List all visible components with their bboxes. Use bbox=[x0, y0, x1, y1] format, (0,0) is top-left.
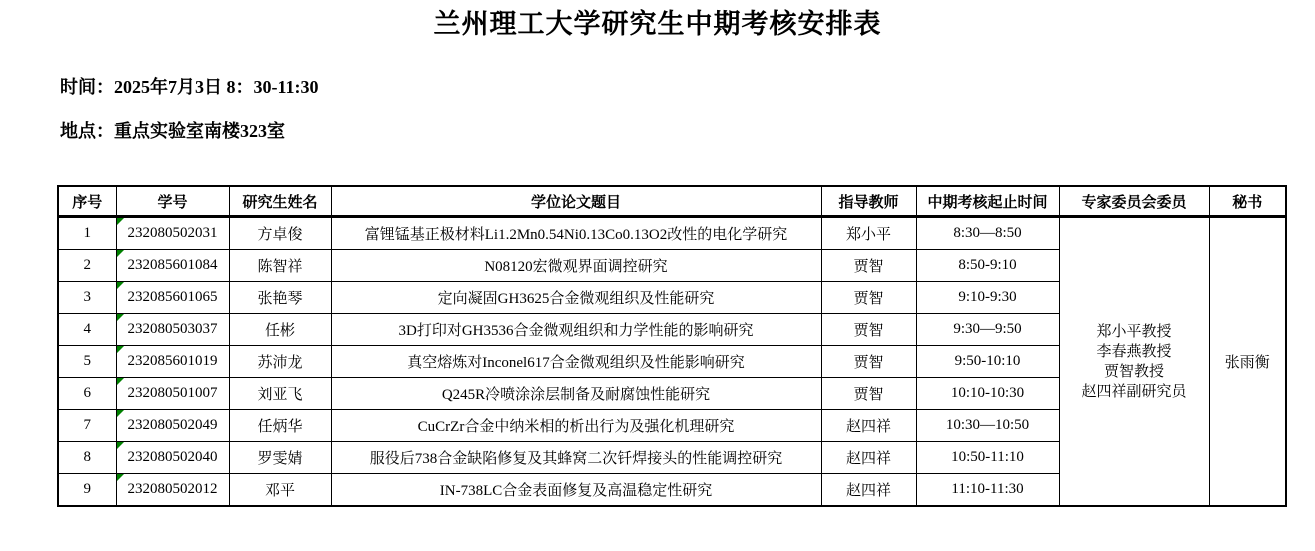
thesis-title-cell: Q245R冷喷涂涂层制备及耐腐蚀性能研究 bbox=[331, 378, 821, 410]
advisor-cell: 贾智 bbox=[821, 314, 916, 346]
student-id-value: 232080502012 bbox=[127, 481, 218, 497]
location-line: 地点：重点实验室南楼323室 bbox=[60, 121, 285, 141]
number-stored-as-text-flag-icon bbox=[117, 282, 124, 289]
committee-member: 郑小平教授 bbox=[1096, 323, 1172, 340]
student-id-value: 232080503037 bbox=[127, 321, 218, 337]
header-student-id: 学号 bbox=[116, 186, 229, 217]
student-id-value: 232085601019 bbox=[127, 353, 218, 369]
student-id-cell bbox=[116, 378, 229, 410]
thesis-title-cell: IN-738LC合金表面修复及高温稳定性研究 bbox=[331, 474, 821, 507]
thesis-title-cell: 定向凝固GH3625合金微观组织及性能研究 bbox=[331, 282, 821, 314]
thesis-title-cell: 3D打印对GH3536合金微观组织和力学性能的影响研究 bbox=[331, 314, 821, 346]
assessment-time-cell: 9:10-9:30 bbox=[916, 282, 1059, 314]
advisor-cell: 赵四祥 bbox=[821, 442, 916, 474]
number-stored-as-text-flag-icon bbox=[117, 410, 124, 417]
thesis-title-cell: 服役后738合金缺陷修复及其蜂窝二次钎焊接头的性能调控研究 bbox=[331, 442, 821, 474]
assessment-time-cell: 8:30—8:50 bbox=[916, 217, 1059, 250]
row-number-cell: 8 bbox=[58, 442, 116, 474]
student-id-cell bbox=[116, 442, 229, 474]
student-id-value: 232080502049 bbox=[127, 417, 218, 433]
advisor-cell: 赵四祥 bbox=[821, 474, 916, 507]
row-number-cell: 6 bbox=[58, 378, 116, 410]
student-name-cell: 张艳琴 bbox=[229, 282, 331, 314]
student-id-cell bbox=[116, 282, 229, 314]
thesis-title-cell: CuCrZr合金中纳米相的析出行为及强化机理研究 bbox=[331, 410, 821, 442]
number-stored-as-text-flag-icon bbox=[117, 218, 124, 225]
row-number-cell: 9 bbox=[58, 474, 116, 507]
advisor-cell: 贾智 bbox=[821, 346, 916, 378]
number-stored-as-text-flag-icon bbox=[117, 346, 124, 353]
row-number-cell: 4 bbox=[58, 314, 116, 346]
advisor-cell: 贾智 bbox=[821, 378, 916, 410]
thesis-title-cell: N08120宏微观界面调控研究 bbox=[331, 250, 821, 282]
assessment-schedule-table bbox=[57, 185, 1287, 507]
committee-cell bbox=[1059, 217, 1209, 507]
student-name-cell: 邓平 bbox=[229, 474, 331, 507]
time-line: 时间：2025年7月3日 8：30-11:30 bbox=[60, 77, 319, 97]
assessment-time-cell: 9:30—9:50 bbox=[916, 314, 1059, 346]
table-row bbox=[58, 217, 1286, 250]
advisor-cell: 赵四祥 bbox=[821, 410, 916, 442]
assessment-time-cell: 11:10-11:30 bbox=[916, 474, 1059, 507]
student-id-cell bbox=[116, 314, 229, 346]
page-title: 兰州理工大学研究生中期考核安排表 bbox=[433, 9, 882, 39]
student-name-cell: 罗雯婧 bbox=[229, 442, 331, 474]
student-id-value: 232080502031 bbox=[127, 225, 218, 241]
student-name-cell: 苏沛龙 bbox=[229, 346, 331, 378]
number-stored-as-text-flag-icon bbox=[117, 442, 124, 449]
student-name-cell: 方卓俊 bbox=[229, 217, 331, 250]
student-id-cell bbox=[116, 410, 229, 442]
row-number-cell: 7 bbox=[58, 410, 116, 442]
header-assessment-period: 中期考核起止时间 bbox=[916, 186, 1059, 217]
header-student-name: 研究生姓名 bbox=[229, 186, 331, 217]
committee-member: 李春燕教授 bbox=[1096, 343, 1172, 360]
advisor-cell: 郑小平 bbox=[821, 217, 916, 250]
number-stored-as-text-flag-icon bbox=[117, 314, 124, 321]
student-name-cell: 刘亚飞 bbox=[229, 378, 331, 410]
row-number-cell: 2 bbox=[58, 250, 116, 282]
assessment-time-cell: 10:10-10:30 bbox=[916, 378, 1059, 410]
assessment-time-cell: 9:50-10:10 bbox=[916, 346, 1059, 378]
number-stored-as-text-flag-icon bbox=[117, 250, 124, 257]
header-advisor: 指导教师 bbox=[821, 186, 916, 217]
student-id-cell bbox=[116, 346, 229, 378]
committee-member: 贾智教授 bbox=[1103, 363, 1164, 380]
number-stored-as-text-flag-icon bbox=[117, 474, 124, 481]
student-id-value: 232085601084 bbox=[127, 257, 218, 273]
header-secretary: 秘书 bbox=[1209, 186, 1286, 217]
student-name-cell: 任炳华 bbox=[229, 410, 331, 442]
thesis-title-cell: 富锂锰基正极材料Li1.2Mn0.54Ni0.13Co0.13O2改性的电化学研究 bbox=[331, 217, 821, 250]
thesis-title-cell: 真空熔炼对Inconel617合金微观组织及性能影响研究 bbox=[331, 346, 821, 378]
student-id-value: 232080502040 bbox=[127, 449, 218, 465]
row-number-cell: 5 bbox=[58, 346, 116, 378]
student-id-value: 232080501007 bbox=[127, 385, 218, 401]
header-committee: 专家委员会委员 bbox=[1059, 186, 1209, 217]
student-name-cell: 陈智祥 bbox=[229, 250, 331, 282]
table-header-row bbox=[58, 186, 1286, 217]
student-id-cell bbox=[116, 474, 229, 507]
header-thesis-title: 学位论文题目 bbox=[331, 186, 821, 217]
header-no: 序号 bbox=[58, 186, 116, 217]
row-number-cell: 3 bbox=[58, 282, 116, 314]
secretary-cell: 张雨衡 bbox=[1209, 217, 1286, 507]
assessment-time-cell: 10:50-11:10 bbox=[916, 442, 1059, 474]
advisor-cell: 贾智 bbox=[821, 250, 916, 282]
student-id-cell bbox=[116, 217, 229, 250]
assessment-time-cell: 10:30—10:50 bbox=[916, 410, 1059, 442]
student-name-cell: 任彬 bbox=[229, 314, 331, 346]
student-id-value: 232085601065 bbox=[127, 289, 218, 305]
student-id-cell bbox=[116, 250, 229, 282]
advisor-cell: 贾智 bbox=[821, 282, 916, 314]
assessment-time-cell: 8:50-9:10 bbox=[916, 250, 1059, 282]
committee-member: 赵四祥副研究员 bbox=[1081, 383, 1187, 400]
number-stored-as-text-flag-icon bbox=[117, 378, 124, 385]
row-number-cell: 1 bbox=[58, 217, 116, 250]
